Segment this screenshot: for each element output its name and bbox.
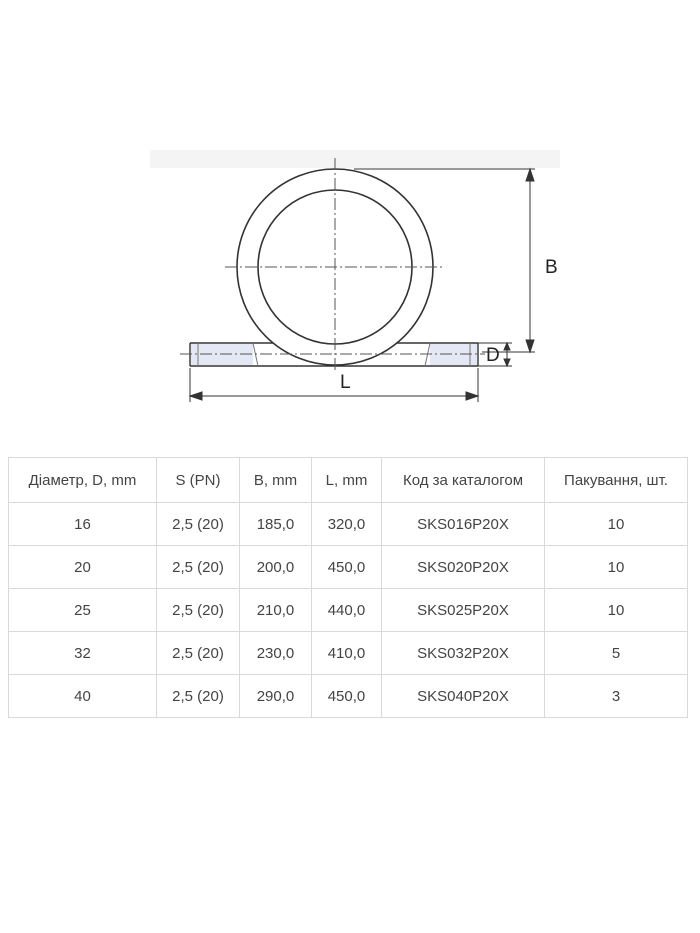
table-header-row <box>9 458 688 503</box>
header-l: L, mm <box>312 458 382 503</box>
cell-catalog-code: SKS025P20X <box>382 589 545 632</box>
cell-b: 185,0 <box>240 503 312 546</box>
cell-packaging: 3 <box>545 675 688 718</box>
cell-l: 320,0 <box>312 503 382 546</box>
cell-packaging: 10 <box>545 546 688 589</box>
cell-packaging: 10 <box>545 503 688 546</box>
cell-b: 230,0 <box>240 632 312 675</box>
cell-diameter: 20 <box>9 546 157 589</box>
cell-catalog-code: SKS040P20X <box>382 675 545 718</box>
cell-b: 210,0 <box>240 589 312 632</box>
cell-diameter: 32 <box>9 632 157 675</box>
table-row <box>9 503 688 546</box>
cell-pressure: 2,5 (20) <box>157 589 240 632</box>
cell-catalog-code: SKS020P20X <box>382 546 545 589</box>
cell-catalog-code: SKS032P20X <box>382 632 545 675</box>
cell-diameter: 40 <box>9 675 157 718</box>
dimension-d-label: D <box>486 345 500 366</box>
cell-l: 450,0 <box>312 546 382 589</box>
cell-packaging: 5 <box>545 632 688 675</box>
header-catalog-code: Код за каталогом <box>382 458 545 503</box>
cell-pressure: 2,5 (20) <box>157 675 240 718</box>
cell-b: 290,0 <box>240 675 312 718</box>
cell-l: 440,0 <box>312 589 382 632</box>
dimension-b-label: B <box>545 257 558 278</box>
header-diameter: Діаметр, D, mm <box>9 458 157 503</box>
table-row <box>9 589 688 632</box>
header-packaging: Пакування, шт. <box>545 458 688 503</box>
cell-l: 450,0 <box>312 675 382 718</box>
dimension-l-label: L <box>340 372 351 393</box>
pipe-loop-drawing <box>140 140 580 410</box>
cell-b: 200,0 <box>240 546 312 589</box>
drawing-shadow-band <box>150 150 560 168</box>
cell-diameter: 16 <box>9 503 157 546</box>
table-row <box>9 546 688 589</box>
cell-packaging: 10 <box>545 589 688 632</box>
cell-l: 410,0 <box>312 632 382 675</box>
cell-pressure: 2,5 (20) <box>157 546 240 589</box>
table-row <box>9 632 688 675</box>
cell-catalog-code: SKS016P20X <box>382 503 545 546</box>
header-pressure: S (PN) <box>157 458 240 503</box>
table-row <box>9 675 688 718</box>
cell-pressure: 2,5 (20) <box>157 503 240 546</box>
dimension-l <box>190 368 478 402</box>
cell-diameter: 25 <box>9 589 157 632</box>
header-b: B, mm <box>240 458 312 503</box>
spec-table <box>8 457 688 718</box>
cell-pressure: 2,5 (20) <box>157 632 240 675</box>
